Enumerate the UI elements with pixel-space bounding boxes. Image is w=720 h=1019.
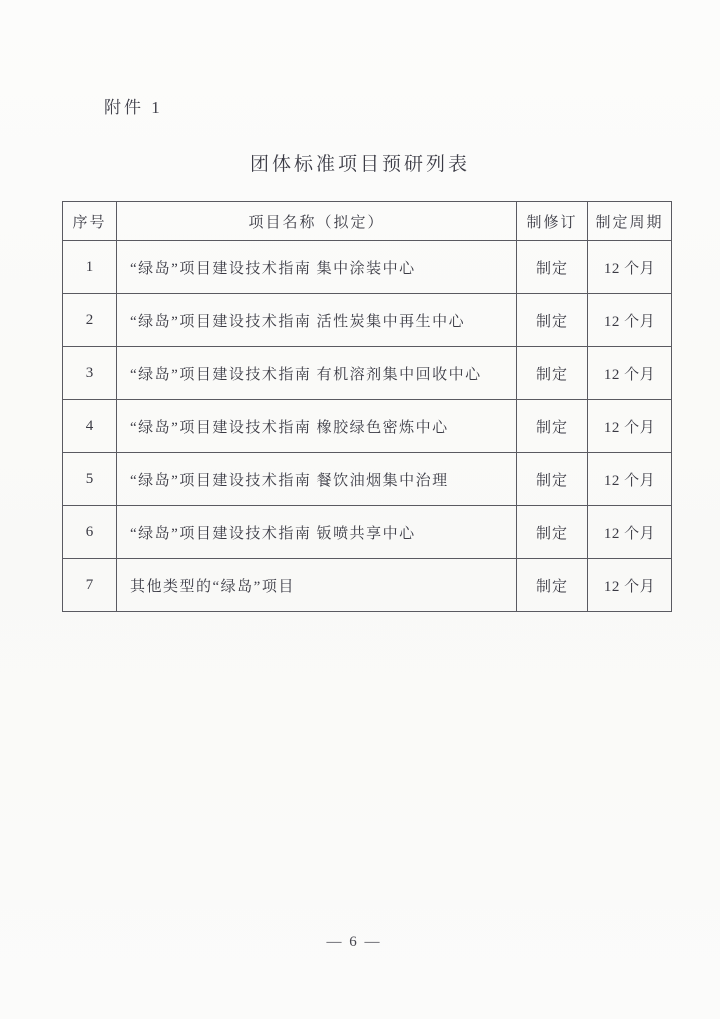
period-cell: 12 个月 <box>588 347 672 400</box>
revision-type-cell: 制定 <box>517 453 588 506</box>
header-revision-type: 制修订 <box>517 202 588 241</box>
period-cell: 12 个月 <box>588 294 672 347</box>
row-number-cell: 6 <box>63 506 117 559</box>
row-number-cell: 1 <box>63 241 117 294</box>
project-name-cell: “绿岛”项目建设技术指南 橡胶绿色密炼中心 <box>117 400 517 453</box>
project-name-cell: “绿岛”项目建设技术指南 有机溶剂集中回收中心 <box>117 347 517 400</box>
revision-type-cell: 制定 <box>517 506 588 559</box>
page-title: 团体标准项目预研列表 <box>249 154 470 175</box>
row-number-cell: 5 <box>63 453 117 506</box>
project-table <box>62 201 672 612</box>
table-body <box>63 241 672 612</box>
table-header-row <box>63 202 672 241</box>
revision-type-cell: 制定 <box>517 400 588 453</box>
project-name-cell: “绿岛”项目建设技术指南 钣喷共享中心 <box>117 506 517 559</box>
revision-type-cell: 制定 <box>517 347 588 400</box>
revision-type-cell: 制定 <box>517 559 588 612</box>
period-cell: 12 个月 <box>588 241 672 294</box>
row-number-cell: 2 <box>63 294 117 347</box>
project-name-cell: “绿岛”项目建设技术指南 餐饮油烟集中治理 <box>117 453 517 506</box>
table-row <box>63 559 672 612</box>
table-row <box>63 400 672 453</box>
project-name-cell: 其他类型的“绿岛”项目 <box>117 559 517 612</box>
project-name-cell: “绿岛”项目建设技术指南 集中涂装中心 <box>117 241 517 294</box>
row-number-cell: 3 <box>63 347 117 400</box>
row-number-cell: 4 <box>63 400 117 453</box>
table-row <box>63 506 672 559</box>
table-row <box>63 453 672 506</box>
row-number-cell: 7 <box>63 559 117 612</box>
period-cell: 12 个月 <box>588 453 672 506</box>
page-number: — 6 — <box>326 934 382 950</box>
header-formulation-period: 制定周期 <box>588 202 672 241</box>
table-row <box>63 241 672 294</box>
table-row <box>63 347 672 400</box>
period-cell: 12 个月 <box>588 559 672 612</box>
attachment-label: 附件 1 <box>104 98 163 117</box>
header-serial-number: 序号 <box>63 202 117 241</box>
period-cell: 12 个月 <box>588 506 672 559</box>
revision-type-cell: 制定 <box>517 294 588 347</box>
header-project-name: 项目名称（拟定） <box>117 202 517 241</box>
project-name-cell: “绿岛”项目建设技术指南 活性炭集中再生中心 <box>117 294 517 347</box>
period-cell: 12 个月 <box>588 400 672 453</box>
revision-type-cell: 制定 <box>517 241 588 294</box>
table-row <box>63 294 672 347</box>
